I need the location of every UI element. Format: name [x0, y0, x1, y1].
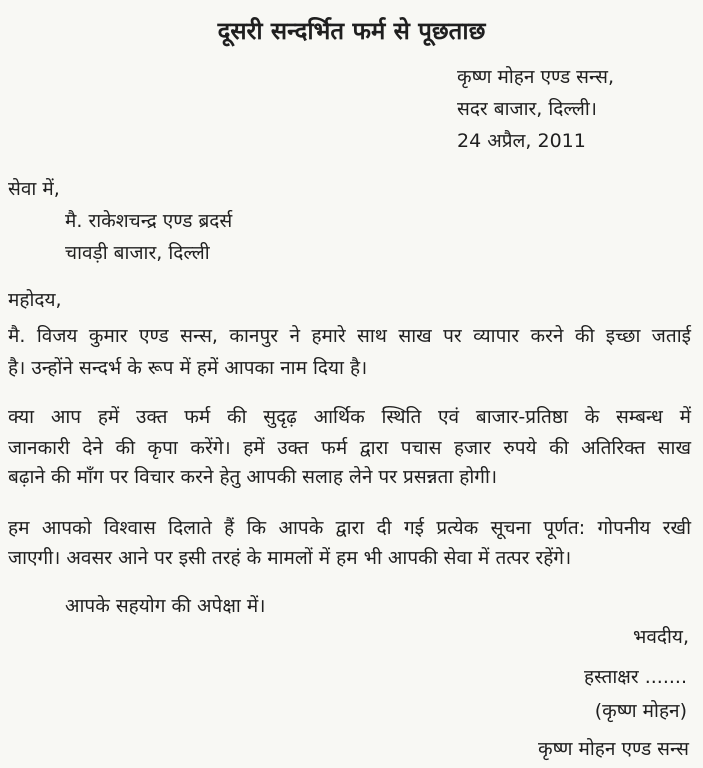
- signature-yours: भवदीय,: [633, 626, 689, 648]
- letter-title: दूसरी सन्दर्भित फर्म से पूछताछ: [217, 17, 486, 45]
- paragraph-2-line-1: क्या आप हमें उक्त फर्म की सुदृढ़ आर्थिक स्थिति एवं बाजार-प्रतिष्ठा के सम्बन्ध में: [8, 406, 691, 428]
- sender-name: कृष्ण मोहन एण्ड सन्स,: [457, 66, 615, 88]
- sender-address: सदर बाजार, दिल्ली।: [457, 98, 597, 120]
- closing-request: आपके सहयोग की अपेक्षा में।: [65, 595, 266, 617]
- paragraph-1-line-1: मै. विजय कुमार एण्ड सन्स, कानपुर ने हमारे साथ साख पर व्यापार करने की इच्छा जताई: [8, 325, 691, 347]
- paragraph-1-line-2: है। उन्होंने सन्दर्भ के रूप में हमें आपका नाम दिया है।: [8, 357, 368, 379]
- signature-label: हस्ताक्षर .......: [584, 666, 687, 688]
- greeting: महोदय,: [8, 289, 62, 311]
- letter-date: 24 अप्रैल, 2011: [457, 130, 586, 152]
- signature-firm: कृष्ण मोहन एण्ड सन्स: [538, 738, 689, 760]
- paragraph-3-line-2: जाएगी। अवसर आने पर इसी तरहं के मामलों में हम भी आपकी सेवा में तत्पर रहेंगे।: [8, 547, 572, 569]
- signature-name: (कृष्ण मोहन): [594, 700, 687, 722]
- recipient-firm: मै. राकेशचन्द्र एण्ड ब्रदर्स: [65, 210, 233, 232]
- paragraph-3-line-1: हम आपको विश्वास दिलाते हैं कि आपके द्वारा दी गई प्रत्येक सूचना पूर्णत: गोपनीय रखी: [8, 517, 691, 539]
- paragraph-2-line-2: जानकारी देने की कृपा करेंगे। हमें उक्त फर्म द्वारा पचास हजार रुपये की अतिरिक्त साख: [8, 437, 691, 459]
- paragraph-2-line-3: बढ़ाने की माँग पर विचार करने हेतु आपकी सलाह लेने पर प्रसन्नता होगी।: [8, 466, 498, 488]
- recipient-heading: सेवा में,: [8, 178, 60, 200]
- recipient-address: चावड़ी बाजार, दिल्ली: [65, 242, 210, 264]
